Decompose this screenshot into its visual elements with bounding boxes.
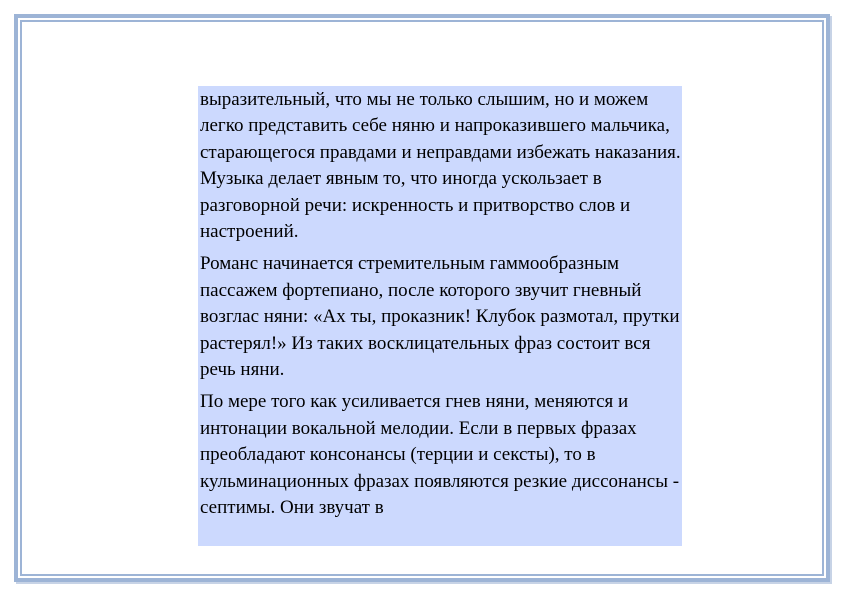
- paragraph-2: Романс начинается стремительным гаммообразным пассажем фортепиано, после которого звучит гневный возглас няни: «Ах ты, проказник! Клубок размотал, прутки растерял!» Из таких восклицательных фраз состоит вся речь няни.: [200, 253, 680, 381]
- paragraph-3: По мере того как усиливается гнев няни, меняются и интонации вокальной мелодии. Если в первых фразах преобладают консонансы (терции и сексты), то в кульминационных фразах появляются резкие диссонансы - септимы. Они звучат в: [200, 391, 680, 519]
- text-block: [198, 86, 682, 546]
- paragraph-1: выразительный, что мы не только слышим, но и можем легко представить себе няню и напроказившего мальчика, старающегося правдами и неправдами избежать наказания. Музыка делает явным то, что иногда ускользает в разговорной речи: искренность и притворство слов и настроений.: [200, 89, 681, 243]
